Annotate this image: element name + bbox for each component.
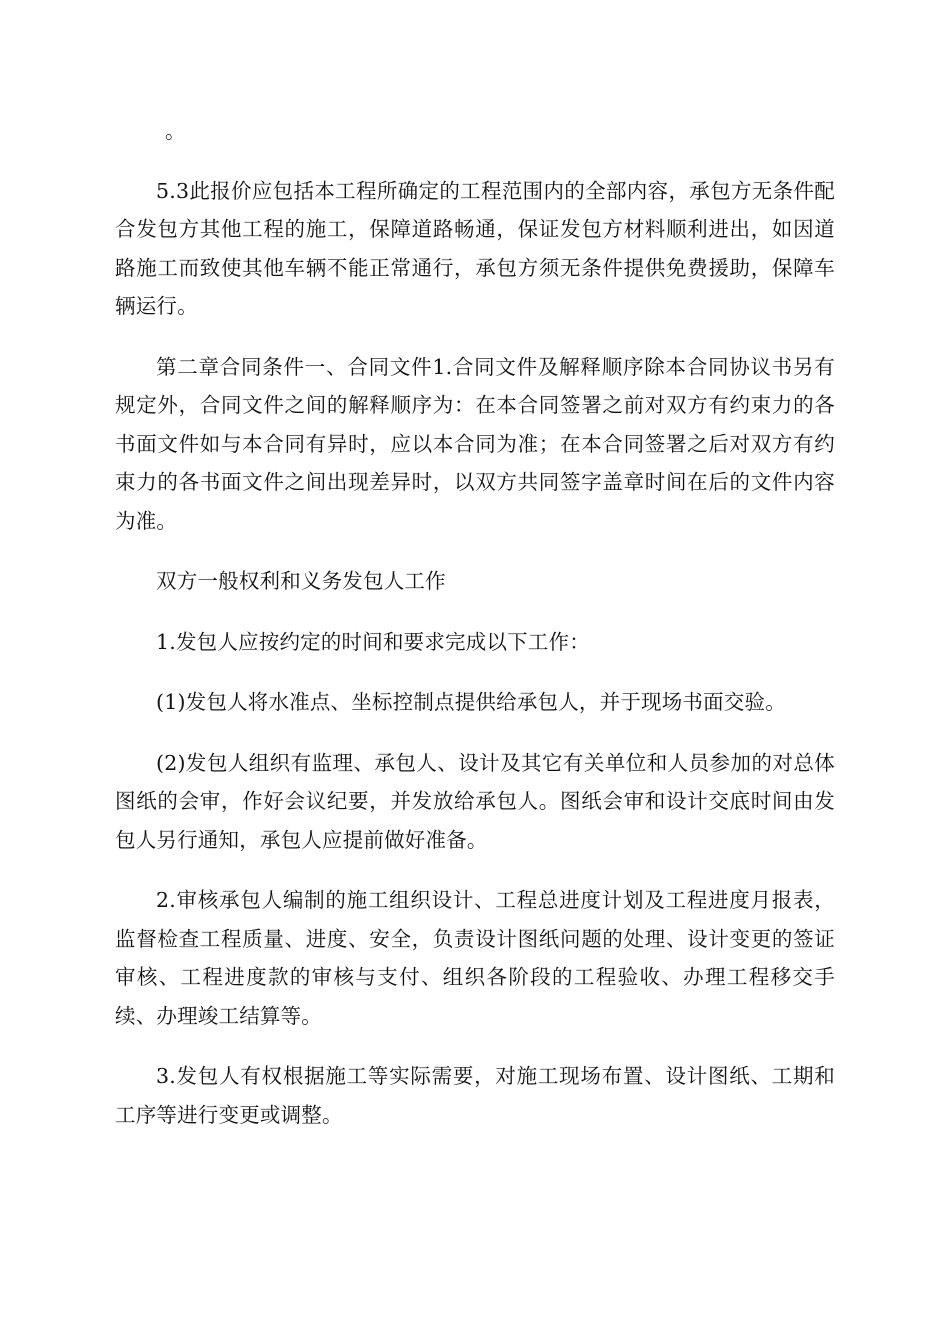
paragraph-item-1-employer-duties: 1.发包人应按约定的时间和要求完成以下工作： [156, 629, 590, 654]
paragraph-item-2-review-supervision: 2.审核承包人编制的施工组织设计、工程总进度计划及工程进度月报表，监督检查工程质量、进度、安全，负责设计图纸问题的处理、设计变更的签证审核、工程进度款的审核与支付、组织各阶段的工程验收、办理工程移交手续、办理竣工结算等。 [115, 888, 835, 1028]
paragraph-subitem-2-drawing-review: (2)发包人组织有监理、承包人、设计及其它有关单位和人员参加的对总体图纸的会审，作好会议纪要，并发放给承包人。图纸会审和设计交底时间由发包人另行通知，承包人应提前做好准备。 [115, 750, 835, 852]
paragraph-chapter-2-contract-documents: 第二章合同条件一、合同文件1.合同文件及解释顺序除本合同协议书另有规定外，合同文件之间的解释顺序为：在本合同签署之前对双方有约束力的各书面文件如与本合同有异时，应以本合同为准；在本合同签署之后对双方有约束力的各书面文件之间出现差异时，以双方共同签字盖章时间在后的文件内容为准。 [115, 354, 835, 533]
document-body [115, 112, 835, 1156]
paragraph-5-3-quotation-scope: 5.3此报价应包括本工程所确定的工程范围内的全部内容，承包方无条件配合发包方其他工程的施工，保障道路畅通，保证发包方材料顺利进出，如因道路施工而致使其他车辆不能正常通行，承包方须无条件提供免费援助，保障车辆运行。 [115, 178, 835, 318]
paragraph-subitem-1-benchmarks: (1)发包人将水准点、坐标控制点提供给承包人，并于现场书面交验。 [156, 690, 786, 714]
paragraph-trailing-punctuation: 。 [165, 119, 186, 143]
paragraph-section-heading-rights-obligations: 双方一般权利和义务发包人工作 [156, 569, 446, 593]
paragraph-item-3-change-rights: 3.发包人有权根据施工等实际需要，对施工现场布置、设计图纸、工期和工序等进行变更或调整。 [115, 1064, 835, 1127]
